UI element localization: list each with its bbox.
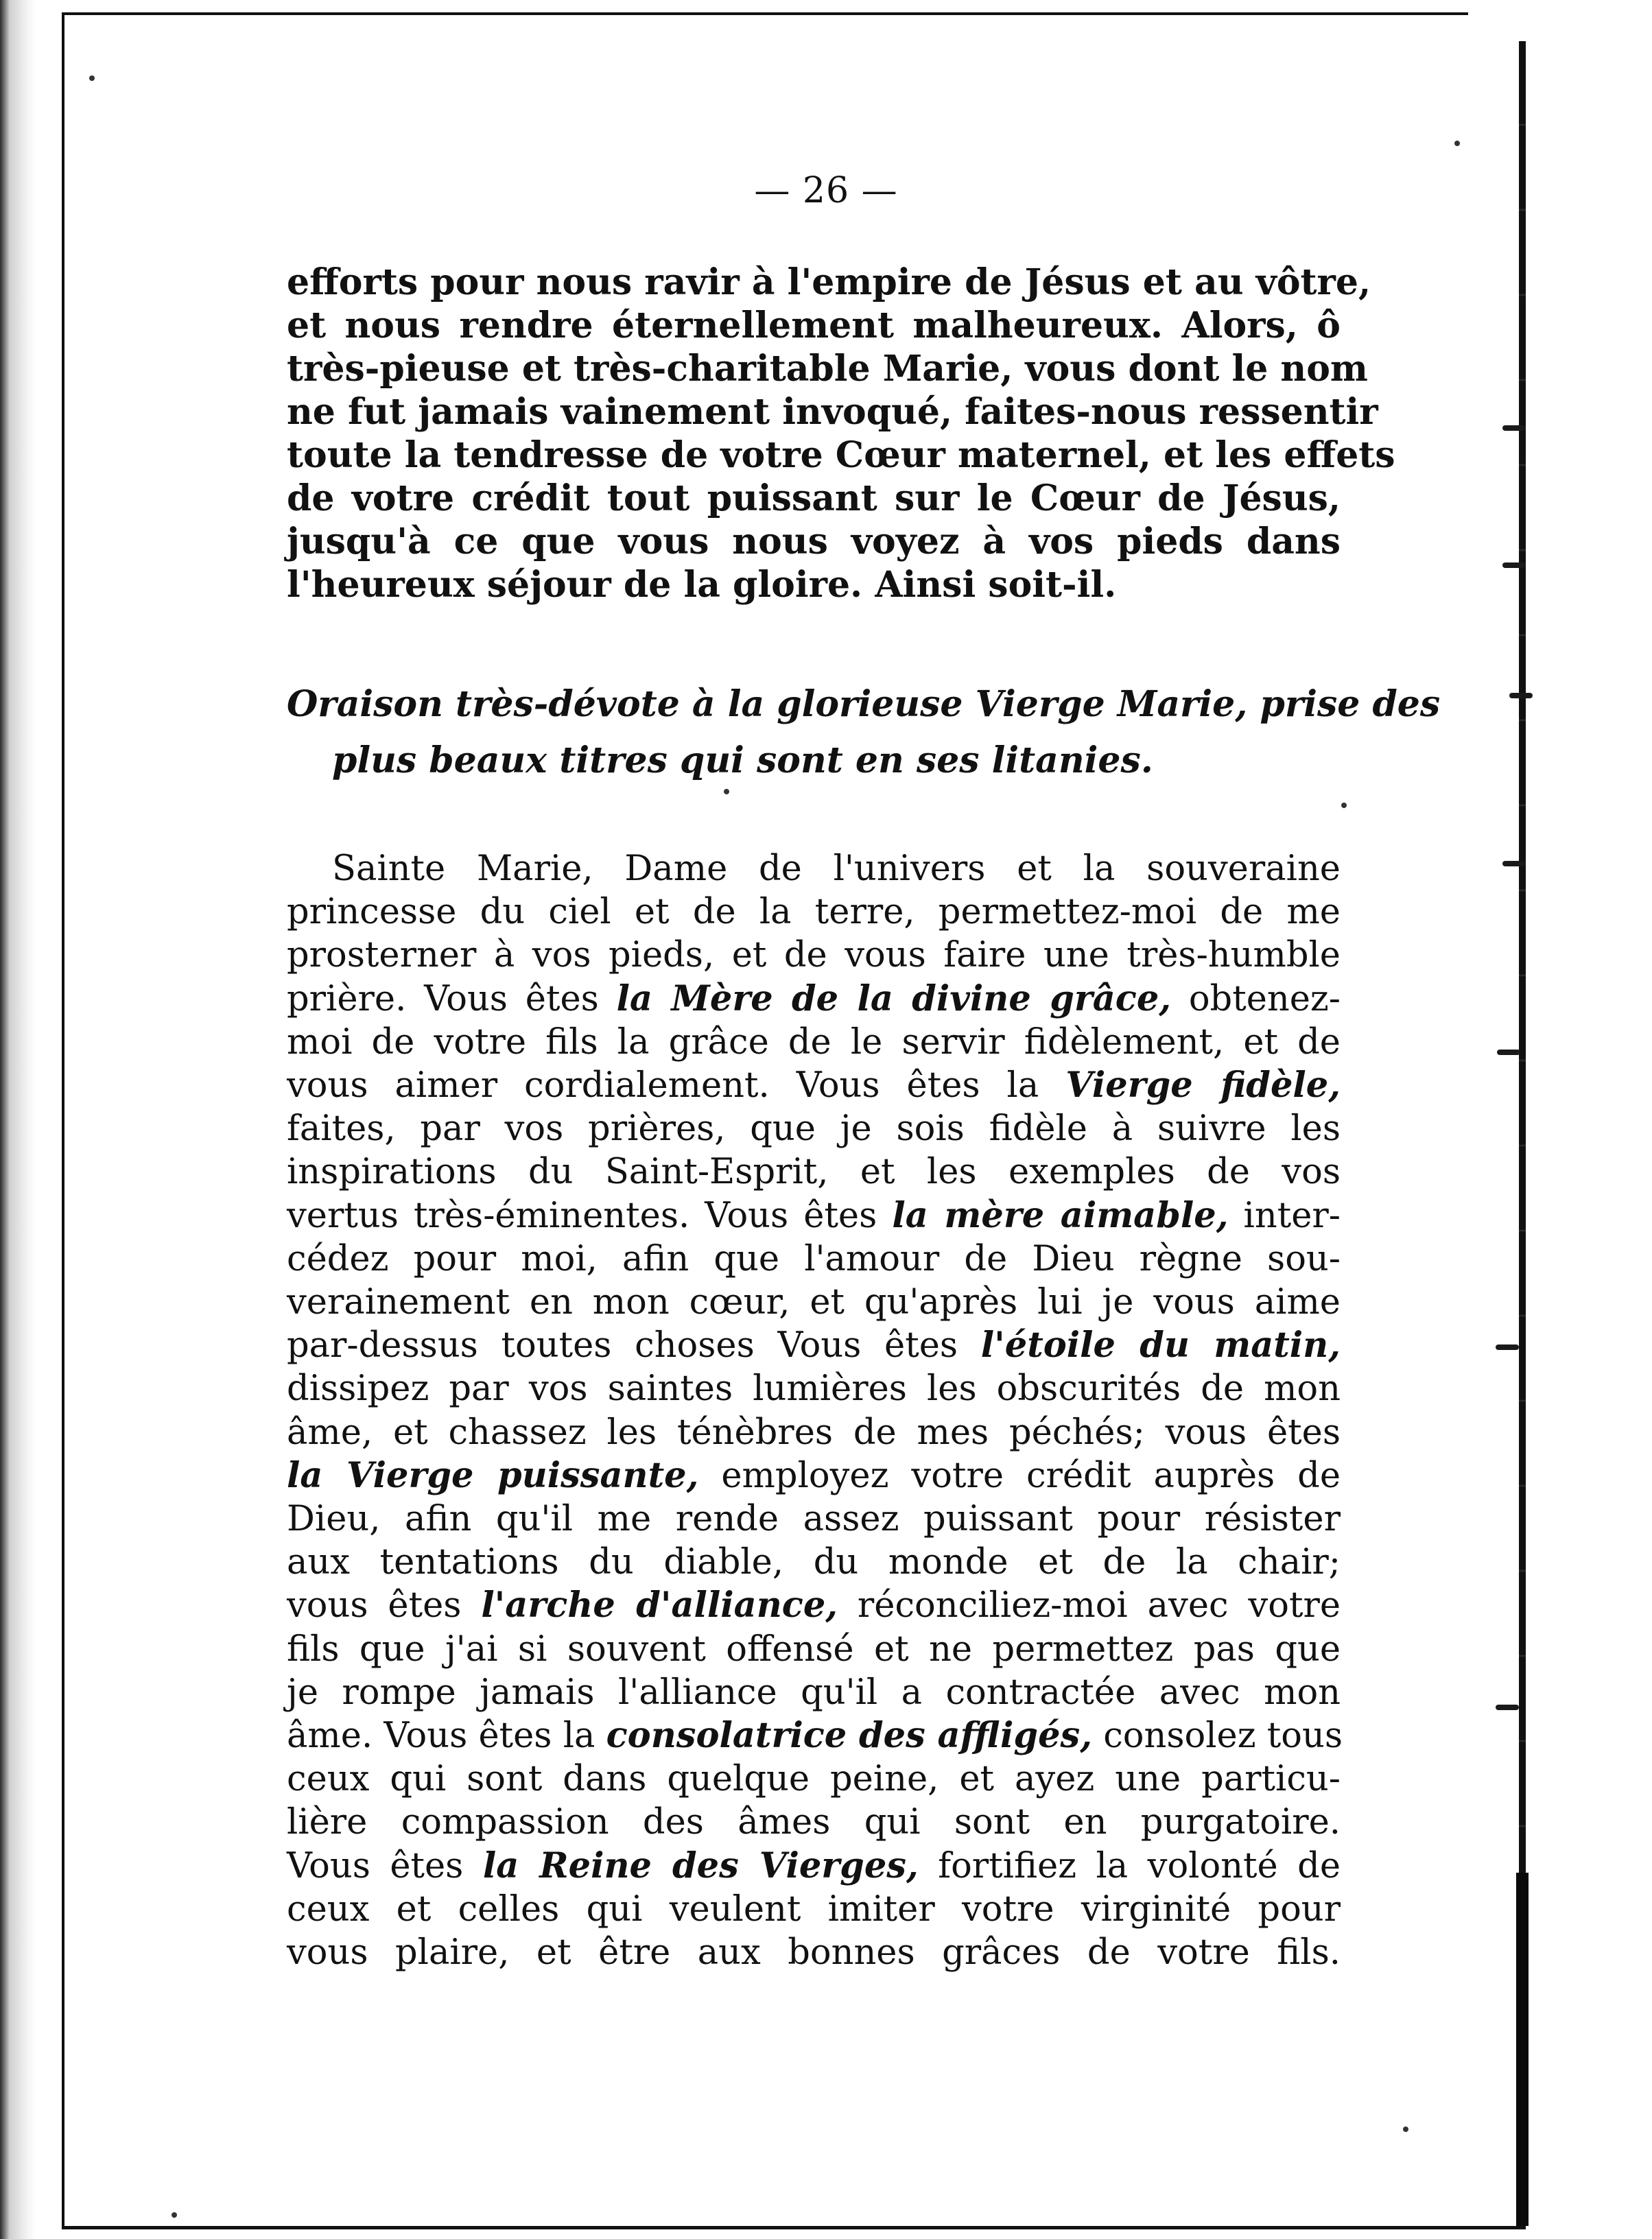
binding-stitch — [1502, 425, 1526, 431]
top-border-line — [62, 12, 1468, 15]
litany-title: consolatrice des affligés, — [606, 1715, 1092, 1757]
bottom-border-line — [62, 2226, 1523, 2229]
heading-line: Oraison très-dévote à la glorieuse Vierge Marie, prise des — [287, 683, 1441, 725]
text-line: l'heureux séjour de la gloire. Ainsi soit-il. — [287, 564, 1117, 606]
binding-stitch — [1496, 1344, 1519, 1350]
text-line: verainement en mon cœur, et qu'après lui je vous aime — [287, 1282, 1341, 1323]
right-margin-strip — [1526, 0, 1652, 2239]
binding-gutter-thick — [1516, 1873, 1529, 2226]
binding-stitch — [1502, 861, 1526, 866]
text-line: efforts pour nous ravir à l'empire de Jésus et au vôtre, — [287, 261, 1371, 303]
text-line: toute la tendresse de votre Cœur maternel, et les effets — [287, 434, 1395, 476]
text-line: lière compassion des âmes qui sont en purgatoire. — [287, 1802, 1341, 1843]
binding-stitch — [1496, 1705, 1519, 1710]
speck — [1454, 141, 1460, 146]
text-line: et nous rendre éternellement malheureux. Alors, ô — [287, 305, 1341, 346]
text-line: Vous êtes la Reine des Vierges, fortifiez la volonté de — [287, 1845, 1341, 1886]
text-line: ne fut jamais vainement invoqué, faites-nous ressentir — [287, 391, 1378, 433]
speck — [1341, 803, 1347, 808]
text-line: Sainte Marie, Dame de l'univers et la souveraine — [332, 849, 1341, 889]
text-line: vertus très-éminentes. Vous êtes la mère aimable, inter- — [287, 1194, 1341, 1236]
speck — [1403, 2127, 1408, 2132]
text-line: je rompe jamais l'alliance qu'il a contractée avec mon — [287, 1672, 1341, 1713]
binding-stitch — [1509, 693, 1533, 698]
text-line: prière. Vous êtes la Mère de la divine grâce, obtenez- — [287, 978, 1341, 1019]
prayer-continuation — [287, 261, 1395, 606]
text-line: ceux et celles qui veulent imiter votre virginité pour — [287, 1888, 1341, 1930]
text-line: par-dessus toutes choses Vous êtes l'étoile du matin, — [287, 1325, 1341, 1366]
text-line: faites, par vos prières, que je sois fidèle à suivre les — [287, 1109, 1341, 1150]
text-line: jusqu'à ce que vous nous voyez à vos pieds dans — [287, 521, 1341, 562]
heading-line: plus beaux titres qui sont en ses litanies. — [332, 739, 1153, 781]
litany-paragraph — [287, 847, 1341, 1974]
page-number: — 26 — — [754, 170, 898, 211]
text-line: très-pieuse et très-charitable Marie, vous dont le nom — [287, 348, 1368, 390]
text-line: prosterner à vos pieds, et de vous faire une très-humble — [287, 935, 1341, 976]
text-line: vous aimer cordialement. Vous êtes la Vierge fidèle, — [287, 1065, 1341, 1106]
left-border-line — [62, 14, 64, 2226]
speck — [172, 2212, 177, 2218]
text-line: âme. Vous êtes la consolatrice des affligés, consolez tous — [287, 1715, 1343, 1757]
section-heading — [287, 676, 1441, 789]
speck — [89, 75, 95, 81]
text-line: inspirations du Saint-Esprit, et les exemples de vos — [287, 1152, 1341, 1193]
litany-title: l'étoile du matin, — [980, 1325, 1341, 1366]
text-line: âme, et chassez les ténèbres de mes péchés; vous êtes — [287, 1412, 1341, 1453]
text-line: princesse du ciel et de la terre, permettez-moi de me — [287, 892, 1341, 933]
text-line: vous plaire, et être aux bonnes grâces de votre fils. — [287, 1932, 1341, 1974]
litany-title: Vierge fidèle, — [1065, 1065, 1341, 1106]
binding-stitch — [1497, 1050, 1520, 1055]
text-line: ceux qui sont dans quelque peine, et ayez une particu- — [287, 1759, 1341, 1800]
text-line: la Vierge puissante, employez votre crédit auprès de — [287, 1454, 1341, 1496]
text-line: cédez pour moi, afin que l'amour de Dieu règne sou- — [287, 1238, 1341, 1279]
text-line: moi de votre fils la grâce de le servir fidèlement, et de — [287, 1021, 1341, 1063]
litany-title: la mère aimable, — [892, 1194, 1229, 1236]
text-line: de votre crédit tout puissant sur le Cœur de Jésus, — [287, 477, 1341, 519]
litany-title: la Reine des Vierges, — [482, 1845, 919, 1886]
litany-title: la Mère de la divine grâce, — [616, 978, 1172, 1019]
litany-title: l'arche d'alliance, — [481, 1585, 838, 1626]
binding-stitch — [1502, 562, 1526, 568]
text-line: dissipez par vos saintes lumières les obscurités de mon — [287, 1369, 1341, 1410]
litany-title: la Vierge puissante, — [287, 1454, 699, 1496]
text-line: aux tentations du diable, du monde et de la chair; — [287, 1542, 1341, 1583]
page-edge-shadow — [0, 0, 36, 2239]
text-line: Dieu, afin qu'il me rende assez puissant pour résister — [287, 1499, 1341, 1540]
text-line: vous êtes l'arche d'alliance, réconciliez-moi avec votre — [287, 1585, 1341, 1626]
text-line: fils que j'ai si souvent offensé et ne permettez pas que — [287, 1628, 1341, 1670]
speck — [724, 789, 729, 794]
